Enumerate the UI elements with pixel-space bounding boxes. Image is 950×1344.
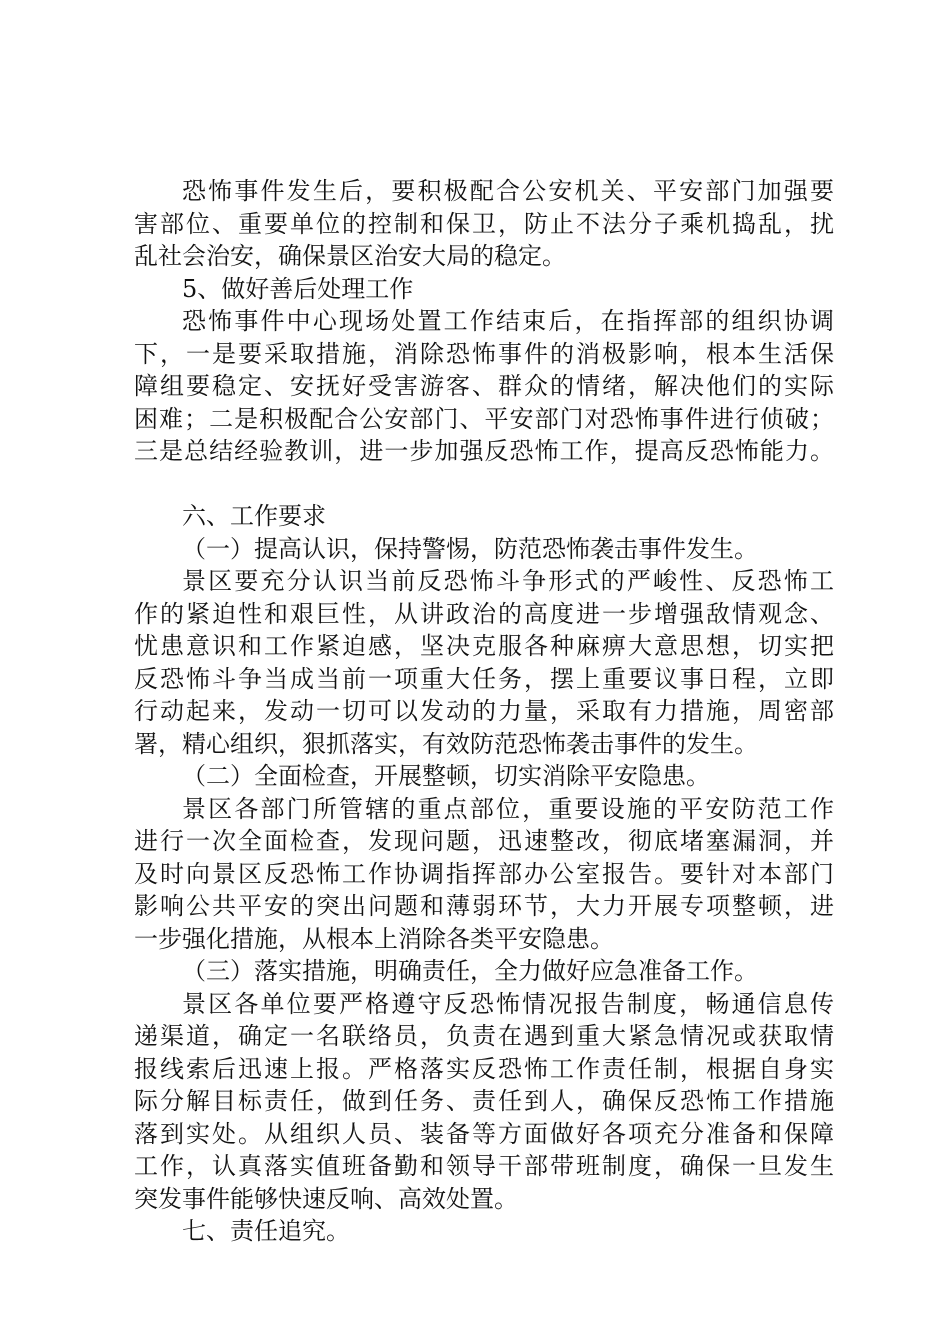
text-line: 景区各单位要严格遵守反恐怖情况报告制度，畅通信息传: [182, 989, 834, 1018]
text-line: 工作，认真落实值班备勤和领导干部带班制度，确保一旦发生: [134, 1152, 834, 1180]
section-heading: 七、责任追究。: [182, 1217, 350, 1245]
text-line: 景区各部门所管辖的重点部位，重要设施的平安防范工作: [182, 794, 834, 823]
text-line: 乱社会治安，确保景区治安大局的稳定。: [134, 242, 566, 270]
text-line: 及时向景区反恐怖工作协调指挥部办公室报告。要针对本部门: [134, 859, 834, 888]
text-line: 突发事件能够快速反响、高效处置。: [134, 1184, 518, 1213]
section-heading: 5、做好善后处理工作: [182, 274, 414, 303]
text-line: 际分解目标责任，做到任务、责任到人，确保反恐怖工作措施: [134, 1087, 834, 1115]
subsection-heading: （三）落实措施，明确责任，全力做好应急准备工作。: [182, 957, 758, 985]
text-line: 恐怖事件发生后，要积极配合公安机关、平安部门加强要: [182, 177, 834, 205]
text-line: 恐怖事件中心现场处置工作结束后，在指挥部的组织协调: [182, 307, 834, 335]
text-line: 报线索后迅速上报。严格落实反恐怖工作责任制，根据自身实: [134, 1054, 834, 1083]
text-line: 递渠道，确定一名联络员，负责在遇到重大紧急情况或获取情: [134, 1022, 834, 1050]
text-line: 困难；二是积极配合公安部门、平安部门对恐怖事件进行侦破；: [134, 404, 834, 433]
text-line: 三是总结经验教训，进一步加强反恐怖工作，提高反恐怖能力。: [134, 437, 834, 465]
text-line: 障组要稳定、安抚好受害游客、群众的情绪，解决他们的实际: [134, 372, 834, 400]
text-line: 作的紧迫性和艰巨性，从讲政治的高度进一步增强敌情观念、: [134, 599, 834, 628]
text-line: 反恐怖斗争当成当前一项重大任务，摆上重要议事日程，立即: [134, 664, 834, 693]
document-body: [134, 175, 834, 1248]
text-line: 落到实处。从组织人员、装备等方面做好各项充分准备和保障: [134, 1119, 834, 1148]
text-line: 害部位、重要单位的控制和保卫，防止不法分子乘机捣乱，扰: [134, 209, 834, 238]
text-line: 行动起来，发动一切可以发动的力量，采取有力措施，周密部: [134, 697, 834, 725]
text-line: 一步强化措施，从根本上消除各类平安隐患。: [134, 924, 614, 953]
text-line: 影响公共平安的突出问题和薄弱环节，大力开展专项整顿，进: [134, 892, 834, 920]
subsection-heading: （二）全面检查，开展整顿，切实消除平安隐患。: [182, 762, 710, 790]
text-line: 进行一次全面检查，发现问题，迅速整改，彻底堵塞漏洞，并: [134, 827, 834, 855]
blank-line: [134, 468, 834, 501]
section-heading: 六、工作要求: [182, 502, 326, 530]
text-line: 下，一是要采取措施，消除恐怖事件的消极影响，根本生活保: [134, 339, 834, 368]
text-line: 署，精心组织，狠抓落实，有效防范恐怖袭击事件的发生。: [134, 729, 758, 758]
subsection-heading: （一）提高认识，保持警惕，防范恐怖袭击事件发生。: [182, 534, 758, 563]
text-line: 景区要充分认识当前反恐怖斗争形式的严峻性、反恐怖工: [182, 567, 834, 595]
text-line: 忧患意识和工作紧迫感，坚决克服各种麻痹大意思想，切实把: [134, 632, 834, 660]
